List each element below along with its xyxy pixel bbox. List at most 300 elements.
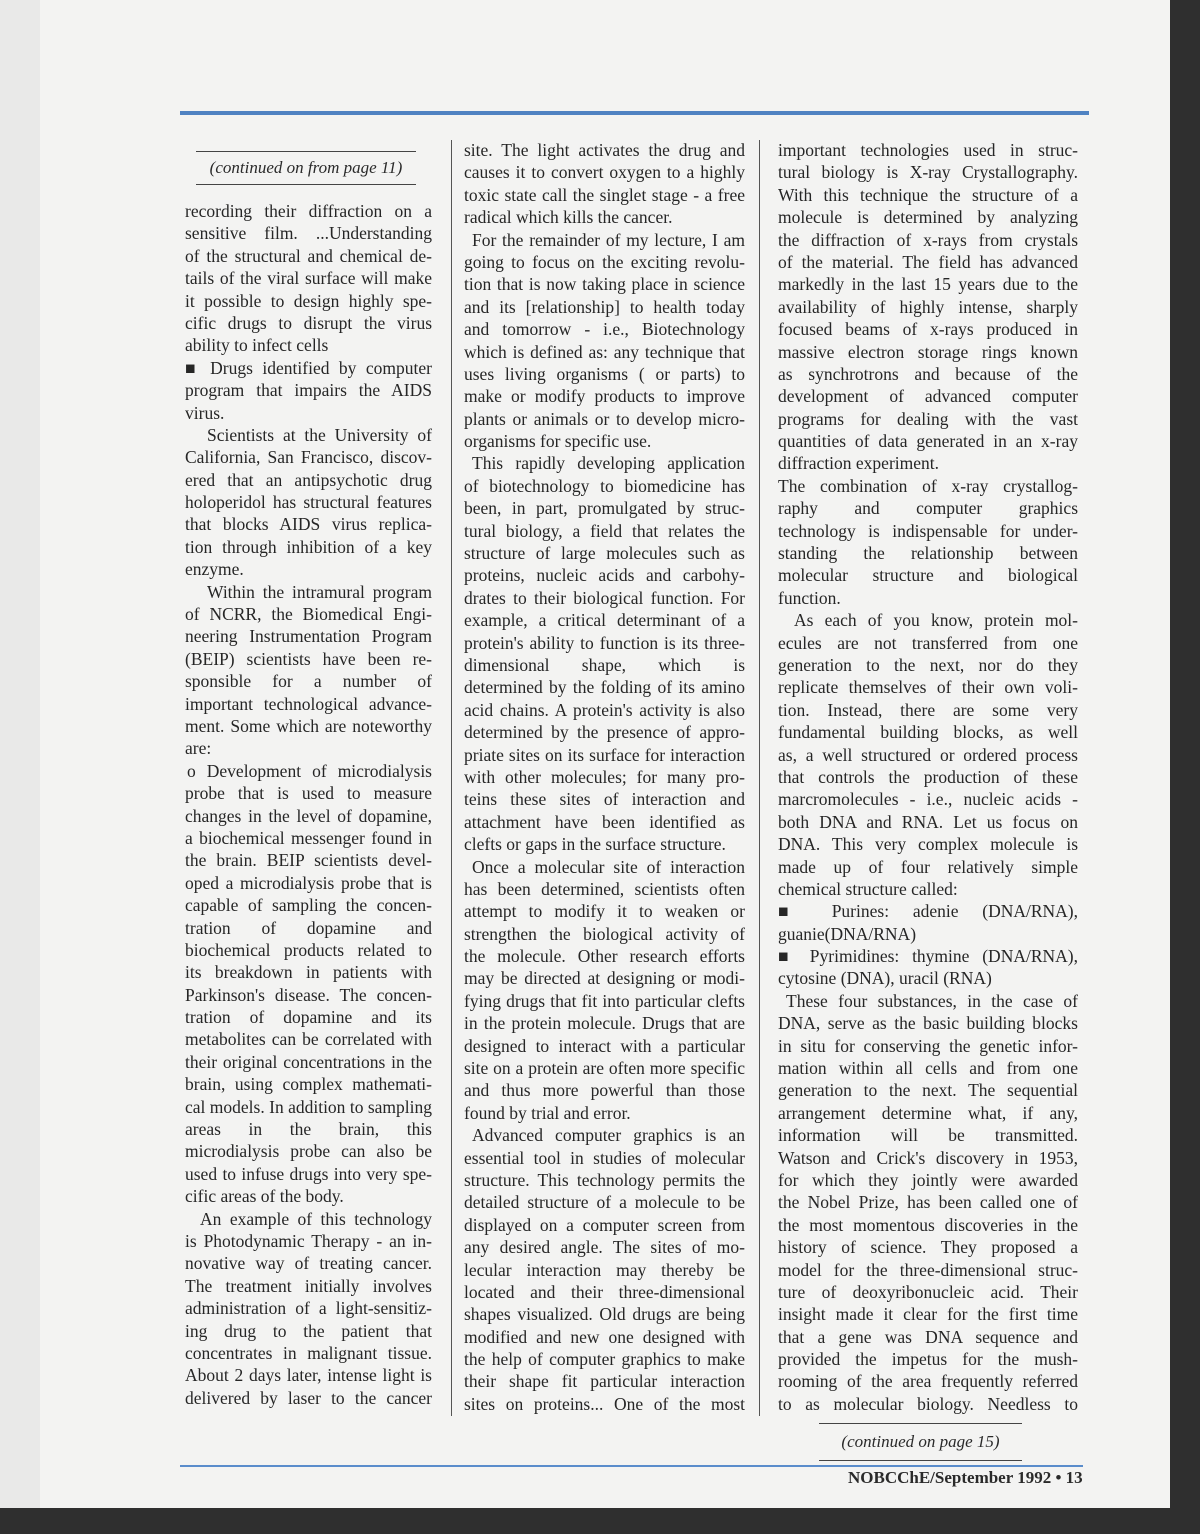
text-line xyxy=(464,1214,745,1236)
text-line-content: ■ Drugs identified by computer xyxy=(185,357,432,378)
text-line xyxy=(464,318,745,340)
text-line xyxy=(778,542,1078,564)
text-line-content: neering Instrumentation Program xyxy=(185,626,432,647)
text-line xyxy=(464,363,745,385)
text-line xyxy=(464,430,745,452)
text-line-content: the help of computer graphics to make xyxy=(464,1349,745,1370)
text-line-content: The combination of x-ray crystallog- xyxy=(778,475,1078,496)
text-line xyxy=(464,475,745,497)
text-line-content: cytosine (DNA), uracil (RNA) xyxy=(778,968,992,989)
text-line-content: determined by the folding of its amino xyxy=(464,677,745,698)
text-line xyxy=(464,1303,745,1325)
text-line-content: both DNA and RNA. Let us focus on xyxy=(778,811,1078,832)
text-line-content: the molecule. Other research efforts xyxy=(464,946,745,967)
text-line-content: structure of large molecules such as xyxy=(464,543,745,564)
text-line xyxy=(185,715,432,737)
text-line xyxy=(778,139,1078,161)
text-line-content: example, a critical determinant of a xyxy=(464,610,745,631)
text-line-content: its breakdown in patients with xyxy=(185,962,432,983)
text-line-content: ment. Some which are noteworthy xyxy=(185,715,432,736)
text-line-content: tration of dopamine and its xyxy=(185,1007,432,1028)
text-line-content: the most momentous discoveries in the xyxy=(778,1214,1078,1235)
text-line-content: that blocks AIDS virus replica- xyxy=(185,514,432,535)
text-line-content: site on a protein are often more specific xyxy=(464,1058,745,1079)
text-line xyxy=(778,676,1078,698)
text-line xyxy=(185,379,432,401)
text-line xyxy=(778,1259,1078,1281)
text-line xyxy=(185,469,432,491)
text-line xyxy=(185,872,432,894)
text-line xyxy=(778,609,1078,631)
text-line-content: California, San Francisco, discov- xyxy=(185,447,432,468)
text-line-content: ered that an antipsychotic drug xyxy=(185,469,432,490)
text-line-content: may be directed at designing or modi- xyxy=(464,968,745,989)
text-line-content: development of advanced computer xyxy=(778,386,1078,407)
text-line xyxy=(778,1147,1078,1169)
text-line xyxy=(464,1102,745,1124)
text-line-content: tion. Instead, there are some very xyxy=(778,699,1078,720)
text-line-content: fundamental building blocks, as well xyxy=(778,722,1078,743)
text-line xyxy=(185,917,432,939)
text-line-content: This rapidly developing application xyxy=(472,453,745,474)
text-line-content: used to infuse drugs into very spe- xyxy=(185,1163,432,1184)
text-line xyxy=(778,475,1078,497)
text-line xyxy=(185,1297,432,1319)
text-line xyxy=(464,251,745,273)
text-line-content: tural biology, a field that relates the xyxy=(464,520,745,541)
text-line-content: About 2 days later, intense light is xyxy=(185,1365,432,1386)
text-line xyxy=(778,967,1078,989)
text-line xyxy=(464,1124,745,1146)
text-line-content: marcromolecules - i.e., nucleic acids - xyxy=(778,789,1078,810)
text-line xyxy=(185,1208,432,1230)
text-line-content: organisms for specific use. xyxy=(464,431,652,452)
text-line-content: oped a microdialysis probe that is xyxy=(185,872,432,893)
text-line xyxy=(464,296,745,318)
text-line-content: plants or animals or to develop micro- xyxy=(464,408,745,429)
text-line xyxy=(778,161,1078,183)
text-line-content: focused beams of x-rays produced in xyxy=(778,319,1078,340)
text-line-content: arrangement determine what, if any, xyxy=(778,1102,1078,1123)
text-line-content: availability of highly intense, sharply xyxy=(778,296,1078,317)
text-line-content: is Photodynamic Therapy - an in- xyxy=(185,1230,432,1251)
text-line-content: shapes visualized. Old drugs are being xyxy=(464,1304,745,1325)
text-line xyxy=(778,833,1078,855)
text-line-content: toxic state call the singlet stage - a free xyxy=(464,184,745,205)
text-line-content: detailed structure of a molecule to be xyxy=(464,1192,745,1213)
text-line xyxy=(778,1124,1078,1146)
text-line xyxy=(185,782,432,804)
text-line-content: ing drug to the patient that xyxy=(185,1320,432,1341)
text-line-content: insight made it clear for the first time xyxy=(778,1304,1078,1325)
text-line-content: capable of sampling the concen- xyxy=(185,895,432,916)
text-line-content: DNA. This very complex molecule is xyxy=(778,834,1078,855)
text-line xyxy=(464,609,745,631)
text-line xyxy=(464,385,745,407)
text-line xyxy=(185,267,432,289)
text-line-content: cific drugs to disrupt the virus xyxy=(185,312,432,333)
text-line-content: concentrates in malignant tissue. xyxy=(185,1342,432,1363)
text-line-content: Once a molecular site of interaction xyxy=(472,856,745,877)
text-line xyxy=(464,1147,745,1169)
text-line xyxy=(185,513,432,535)
text-line-content: has been determined, scientists often xyxy=(464,878,745,899)
text-line xyxy=(464,900,745,922)
text-line-content: provided the impetus for the mush- xyxy=(778,1349,1078,1370)
text-line-content: found by trial and error. xyxy=(464,1102,631,1123)
text-line xyxy=(778,296,1078,318)
text-line-content: sensitive film. ...Understanding xyxy=(185,223,432,244)
text-line xyxy=(464,744,745,766)
text-line xyxy=(185,961,432,983)
text-line-content: of the structural and chemical de- xyxy=(185,245,432,266)
text-line xyxy=(464,1057,745,1079)
text-line xyxy=(185,581,432,603)
text-line-content: any desired angle. The sites of mo- xyxy=(464,1237,745,1258)
text-line xyxy=(185,424,432,446)
text-line-content: and thus more powerful than those xyxy=(464,1080,745,1101)
text-line xyxy=(778,654,1078,676)
text-line xyxy=(778,1348,1078,1370)
text-line-content: of NCRR, the Biomedical Engi- xyxy=(185,604,432,625)
text-line xyxy=(464,1169,745,1191)
text-line-content: lecular interaction may thereby be xyxy=(464,1259,745,1280)
text-line xyxy=(464,788,745,810)
text-line-content: metabolites can be correlated with xyxy=(185,1029,432,1050)
text-line-content: going to focus on the exciting revolu- xyxy=(464,251,745,272)
text-line xyxy=(464,1079,745,1101)
text-line xyxy=(185,402,432,424)
text-line xyxy=(185,894,432,916)
text-line-content: attempt to modify it to weaken or xyxy=(464,901,745,922)
text-line xyxy=(778,699,1078,721)
text-line xyxy=(185,603,432,625)
text-line-content: important technological advance- xyxy=(185,693,432,714)
text-line xyxy=(778,811,1078,833)
column-divider xyxy=(451,140,452,1416)
text-line-content: molecule is determined by analyzing xyxy=(778,207,1078,228)
text-line xyxy=(464,1281,745,1303)
text-line-content: and tomorrow - i.e., Biotechnology xyxy=(464,319,745,340)
text-line-content: changes in the level of dopamine, xyxy=(185,805,432,826)
text-line xyxy=(778,318,1078,340)
text-line-content: cific areas of the body. xyxy=(185,1186,344,1207)
text-line xyxy=(778,587,1078,609)
text-line xyxy=(778,1214,1078,1236)
text-line xyxy=(185,334,432,356)
text-line-content: make or modify products to improve xyxy=(464,386,745,407)
text-line xyxy=(464,811,745,833)
text-line xyxy=(464,856,745,878)
text-line xyxy=(185,648,432,670)
text-line-content: site. The light activates the drug and xyxy=(464,140,745,160)
text-line-content: holoperidol has structural features xyxy=(185,492,432,513)
text-line xyxy=(185,558,432,580)
text-line xyxy=(464,990,745,1012)
text-line xyxy=(185,1252,432,1274)
text-line xyxy=(464,1348,745,1370)
text-line xyxy=(778,1191,1078,1213)
text-line-content: as synchrotrons and because of the xyxy=(778,363,1078,384)
text-line xyxy=(778,1079,1078,1101)
text-line-content: are: xyxy=(185,738,212,759)
text-line xyxy=(185,1364,432,1386)
text-line-content: Advanced computer graphics is an xyxy=(472,1125,745,1146)
text-line-content: tural biology is X-ray Crystallography. xyxy=(778,162,1078,183)
article-column-2 xyxy=(464,139,745,1415)
text-line xyxy=(185,670,432,692)
text-line xyxy=(778,1326,1078,1348)
text-line-content: mation within all cells and from one xyxy=(778,1058,1078,1079)
text-line-content: quantities of data generated in an x-ray xyxy=(778,431,1078,452)
text-line xyxy=(185,1073,432,1095)
text-line xyxy=(778,430,1078,452)
text-line-content: radical which kills the cancer. xyxy=(464,207,673,228)
text-line xyxy=(778,273,1078,295)
text-line-content: clefts or gaps in the surface structure. xyxy=(464,834,726,855)
text-line-content: been, in part, promulgated by struc- xyxy=(464,498,745,519)
text-line-content: microdialysis probe can also be xyxy=(185,1141,432,1162)
text-line-content: program that impairs the AIDS xyxy=(185,380,432,401)
text-line-content: tion through inhibition of a key xyxy=(185,536,432,557)
text-line-content: administration of a light-sensitiz- xyxy=(185,1298,432,1319)
text-line xyxy=(185,1163,432,1185)
text-line-content: which is defined as: any technique that xyxy=(464,341,745,362)
text-line-content: their shape fit particular interaction xyxy=(464,1371,745,1392)
text-line xyxy=(185,827,432,849)
text-line-content: With this technique the structure of a xyxy=(778,184,1078,205)
text-line xyxy=(464,542,745,564)
text-line-content: diffraction experiment. xyxy=(778,453,940,474)
text-line-content: that controls the production of these xyxy=(778,766,1078,787)
text-line xyxy=(185,1275,432,1297)
text-line-content: to as molecular biology. Needless to xyxy=(778,1393,1078,1414)
text-line xyxy=(778,452,1078,474)
text-line-content: o Development of microdialysis xyxy=(187,760,432,781)
text-line xyxy=(778,766,1078,788)
text-line-content: cal models. In addition to sampling xyxy=(185,1096,432,1117)
text-line-content: modified and new one designed with xyxy=(464,1326,745,1347)
text-line xyxy=(464,408,745,430)
text-line xyxy=(185,1342,432,1364)
text-line-content: designed to interact with a particular xyxy=(464,1035,745,1056)
text-line xyxy=(464,945,745,967)
text-line xyxy=(778,1169,1078,1191)
text-line-content: sites on proteins... One of the most xyxy=(464,1393,745,1414)
text-line-content: that a gene was DNA sequence and xyxy=(778,1326,1078,1347)
text-line xyxy=(464,967,745,989)
continued-to-note: (continued on page 15) xyxy=(841,1432,1000,1451)
text-line-content: brain, using complex mathemati- xyxy=(185,1074,432,1095)
text-line-content: made up of four relatively simple xyxy=(778,856,1078,877)
text-line-content: markedly in the last 15 years due to the xyxy=(778,274,1078,295)
text-line-content: Within the intramural program xyxy=(207,581,432,602)
text-line xyxy=(185,849,432,871)
text-line xyxy=(778,900,1078,922)
text-line-content: their original concentrations in the xyxy=(185,1051,432,1072)
text-line xyxy=(778,721,1078,743)
text-line xyxy=(185,625,432,647)
text-line xyxy=(464,1035,745,1057)
text-line-content: rooming of the area frequently referred xyxy=(778,1371,1078,1392)
text-line xyxy=(778,1057,1078,1079)
page-footer: NOBCChE/September 1992 • 13 xyxy=(848,1468,1083,1487)
text-line-content: For the remainder of my lecture, I am xyxy=(472,229,745,250)
text-line-content: of biotechnology to biomedicine has xyxy=(464,475,745,496)
text-line xyxy=(778,1303,1078,1325)
text-line xyxy=(464,520,745,542)
text-line-content: model for the three-dimensional struc- xyxy=(778,1259,1078,1280)
divider xyxy=(819,1460,1022,1461)
column-divider xyxy=(759,140,760,1416)
text-line-content: history of science. They proposed a xyxy=(778,1237,1078,1258)
text-line xyxy=(778,184,1078,206)
text-line-content: enzyme. xyxy=(185,559,244,580)
text-line-content: ability to infect cells xyxy=(185,335,329,356)
text-line xyxy=(778,564,1078,586)
text-line xyxy=(464,206,745,228)
text-line xyxy=(778,229,1078,251)
text-line-content: raphy and computer graphics xyxy=(778,498,1078,519)
text-line xyxy=(778,1236,1078,1258)
text-line xyxy=(185,805,432,827)
text-line-content: function. xyxy=(778,587,841,608)
continued-to-box xyxy=(819,1423,1022,1461)
text-line xyxy=(464,1259,745,1281)
text-line xyxy=(185,290,432,312)
text-line-content: (BEIP) scientists have been re- xyxy=(185,648,432,669)
text-line-content: strengthen the biological activity of xyxy=(464,923,745,944)
text-line xyxy=(464,878,745,900)
text-line xyxy=(778,520,1078,542)
text-line-content: ecules are not transferred from one xyxy=(778,632,1078,653)
text-line-content: tration of dopamine and xyxy=(185,917,432,938)
text-line xyxy=(464,273,745,295)
text-line xyxy=(185,1028,432,1050)
text-line-content: The treatment initially involves xyxy=(185,1275,432,1296)
text-line-content: generation to the next. The sequential xyxy=(778,1080,1078,1101)
text-line xyxy=(464,632,745,654)
text-line-content: proteins, nucleic acids and carbohy- xyxy=(464,565,745,586)
text-line-content: in the protein molecule. Drugs that are xyxy=(464,1013,745,1034)
continued-from-note: (continued on from page 11) xyxy=(209,158,403,177)
text-line-content: guanie(DNA/RNA) xyxy=(778,923,917,944)
footer-rule xyxy=(180,1465,1083,1467)
text-line-content: programs for dealing with the vast xyxy=(778,408,1078,429)
text-line xyxy=(464,766,745,788)
text-line xyxy=(778,744,1078,766)
text-line xyxy=(185,491,432,513)
text-line xyxy=(464,1191,745,1213)
text-line-content: as, a well structured or ordered process xyxy=(778,744,1078,765)
text-line-content: As each of you know, protein mol- xyxy=(794,610,1078,631)
text-line xyxy=(185,1118,432,1140)
text-line-content: it possible to design highly spe- xyxy=(185,290,432,311)
text-line-content: ture of deoxyribonucleic acid. Their xyxy=(778,1281,1078,1302)
text-line-content: displayed on a computer screen from xyxy=(464,1214,745,1235)
text-line xyxy=(464,184,745,206)
text-line xyxy=(778,341,1078,363)
text-line-content: causes it to convert oxygen to a highly xyxy=(464,162,745,183)
text-line-content: in situ for conserving the genetic infor- xyxy=(778,1035,1078,1056)
text-line-content: novative way of treating cancer. xyxy=(185,1253,432,1274)
text-line-content: drates to their biological function. For xyxy=(464,587,745,608)
text-line xyxy=(185,760,432,782)
text-line-content: ■ Pyrimidines: thymine (DNA/RNA), xyxy=(778,946,1078,967)
text-line-content: standing the relationship between xyxy=(778,543,1078,564)
text-line-content: dimensional shape, which is xyxy=(464,654,745,675)
text-line-content: the brain. BEIP scientists devel- xyxy=(185,850,432,871)
article-column-3 xyxy=(778,139,1078,1415)
text-line xyxy=(185,984,432,1006)
text-line xyxy=(464,452,745,474)
text-line-content: acid chains. A protein's activity is also xyxy=(464,699,745,720)
text-line xyxy=(778,788,1078,810)
text-line xyxy=(778,1281,1078,1303)
text-line-content: tails of the viral surface will make xyxy=(185,268,432,289)
text-line xyxy=(778,1102,1078,1124)
text-line-content: fying drugs that fit into particular clefts xyxy=(464,990,745,1011)
text-line xyxy=(185,312,432,334)
text-line xyxy=(185,446,432,468)
text-line-content: tion that is now taking place in science xyxy=(464,274,745,295)
text-line xyxy=(778,856,1078,878)
text-line-content: areas in the brain, this xyxy=(185,1119,432,1140)
text-line xyxy=(778,497,1078,519)
text-line-content: chemical structure called: xyxy=(778,878,958,899)
text-line xyxy=(464,341,745,363)
text-line xyxy=(778,632,1078,654)
text-line xyxy=(464,654,745,676)
text-line-content: the Nobel Prize, has been called one of xyxy=(778,1192,1078,1213)
text-line-content: protein's ability to function is its three- xyxy=(464,632,745,653)
text-line-content: DNA, serve as the basic building blocks xyxy=(778,1013,1078,1034)
page-binding-edge xyxy=(0,0,40,1508)
text-line-content: technology is indispensable for under- xyxy=(778,520,1078,541)
text-line xyxy=(464,161,745,183)
text-line xyxy=(464,1393,745,1415)
text-line xyxy=(185,1096,432,1118)
text-line xyxy=(464,1236,745,1258)
text-line-content: uses living organisms ( or parts) to xyxy=(464,363,745,384)
text-line xyxy=(464,676,745,698)
text-line xyxy=(185,1185,432,1207)
text-line-content: information will be transmitted. xyxy=(778,1125,1078,1146)
text-line xyxy=(464,229,745,251)
text-line xyxy=(778,923,1078,945)
text-line-content: of the material. The field has advanced xyxy=(778,251,1078,272)
text-line xyxy=(778,363,1078,385)
text-line-content: essential tool in studies of molecular xyxy=(464,1147,745,1168)
text-line-content: generation to the next, nor do they xyxy=(778,654,1078,675)
article-column-1 xyxy=(185,200,432,1409)
text-line-content: attachment have been identified as xyxy=(464,811,745,832)
text-line-content: located and their three-dimensional xyxy=(464,1281,745,1302)
text-line-content: replicate themselves of their own voli- xyxy=(778,677,1078,698)
text-line-content: delivered by laser to the cancer xyxy=(185,1387,432,1408)
text-line xyxy=(778,945,1078,967)
text-line xyxy=(464,587,745,609)
text-line xyxy=(464,1326,745,1348)
text-line-content: Scientists at the University of xyxy=(207,424,432,445)
text-line xyxy=(185,1051,432,1073)
text-line-content: Parkinson's disease. The concen- xyxy=(185,984,432,1005)
text-line xyxy=(464,721,745,743)
text-line xyxy=(185,1006,432,1028)
text-line-content: massive electron storage rings known xyxy=(778,341,1078,362)
text-line xyxy=(185,737,432,759)
text-line xyxy=(778,206,1078,228)
